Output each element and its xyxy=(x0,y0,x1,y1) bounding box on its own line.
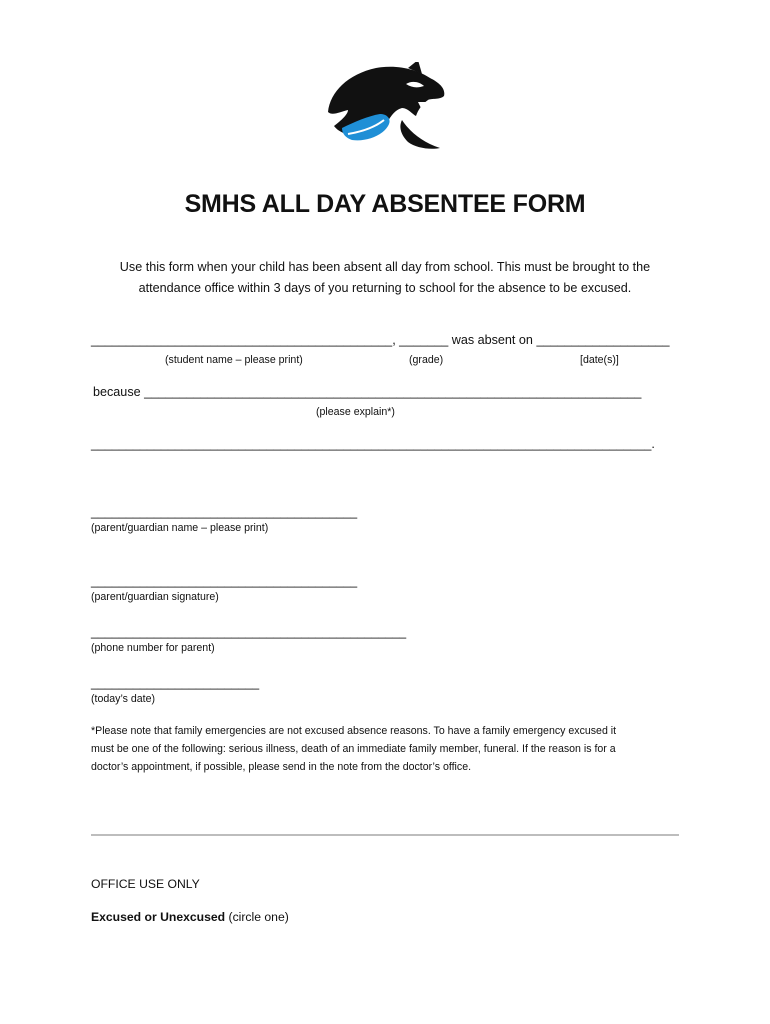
because-text: because xyxy=(93,385,145,399)
reason-continued-field[interactable]: ________________________________________________________________________________. xyxy=(91,437,655,451)
intro-line-2: attendance office within 3 days of you returning to school for the absence to be excused. xyxy=(138,281,632,295)
dates-label: [date(s)] xyxy=(580,354,619,366)
note-line-3: doctor’s appointment, if possible, please send in the note from the doctor’s office. xyxy=(91,761,472,773)
student-name-field[interactable]: ___________________________________________ xyxy=(91,333,393,347)
grade-field[interactable]: , _______ xyxy=(392,333,449,347)
was-absent-on-text: was absent on xyxy=(448,333,537,347)
parent-signature-label: (parent/guardian signature) xyxy=(91,591,219,603)
absence-date-field[interactable]: ___________________ xyxy=(536,333,670,347)
section-divider xyxy=(91,834,679,836)
please-explain-label: (please explain*) xyxy=(316,406,395,418)
office-use-heading: OFFICE USE ONLY xyxy=(91,877,200,891)
circle-one-hint: (circle one) xyxy=(225,910,289,924)
parent-name-label: (parent/guardian name – please print) xyxy=(91,522,269,534)
because-line xyxy=(93,385,641,399)
parent-signature-field[interactable]: ______________________________________ xyxy=(91,574,358,588)
today-date-field[interactable]: ________________________ xyxy=(91,676,260,690)
note-line-1: *Please note that family emergencies are not excused absence reasons. To have a family emergency excused it xyxy=(91,725,617,737)
form-title: SMHS ALL DAY ABSENTEE FORM xyxy=(184,190,586,218)
reason-field[interactable]: _______________________________________________________________________ xyxy=(144,385,642,399)
note-line-2: must be one of the following: serious illness, death of an immediate family member, funeral. If the reason is for a xyxy=(91,743,616,755)
parent-name-field[interactable]: ______________________________________ xyxy=(91,505,358,519)
absence-line xyxy=(91,333,670,347)
phone-label: (phone number for parent) xyxy=(91,642,215,654)
phone-field[interactable]: _____________________________________________ xyxy=(91,625,407,639)
school-logo xyxy=(318,62,448,154)
grade-label: (grade) xyxy=(409,354,444,366)
excused-unexcused-label: Excused or Unexcused xyxy=(91,910,226,924)
panther-head-icon xyxy=(318,62,448,154)
intro-line-1: Use this form when your child has been absent all day from school. This must be brought to the xyxy=(119,260,651,274)
student-name-label: (student name – please print) xyxy=(165,354,303,366)
excused-status-line xyxy=(91,910,289,924)
today-date-label: (today’s date) xyxy=(91,693,155,705)
